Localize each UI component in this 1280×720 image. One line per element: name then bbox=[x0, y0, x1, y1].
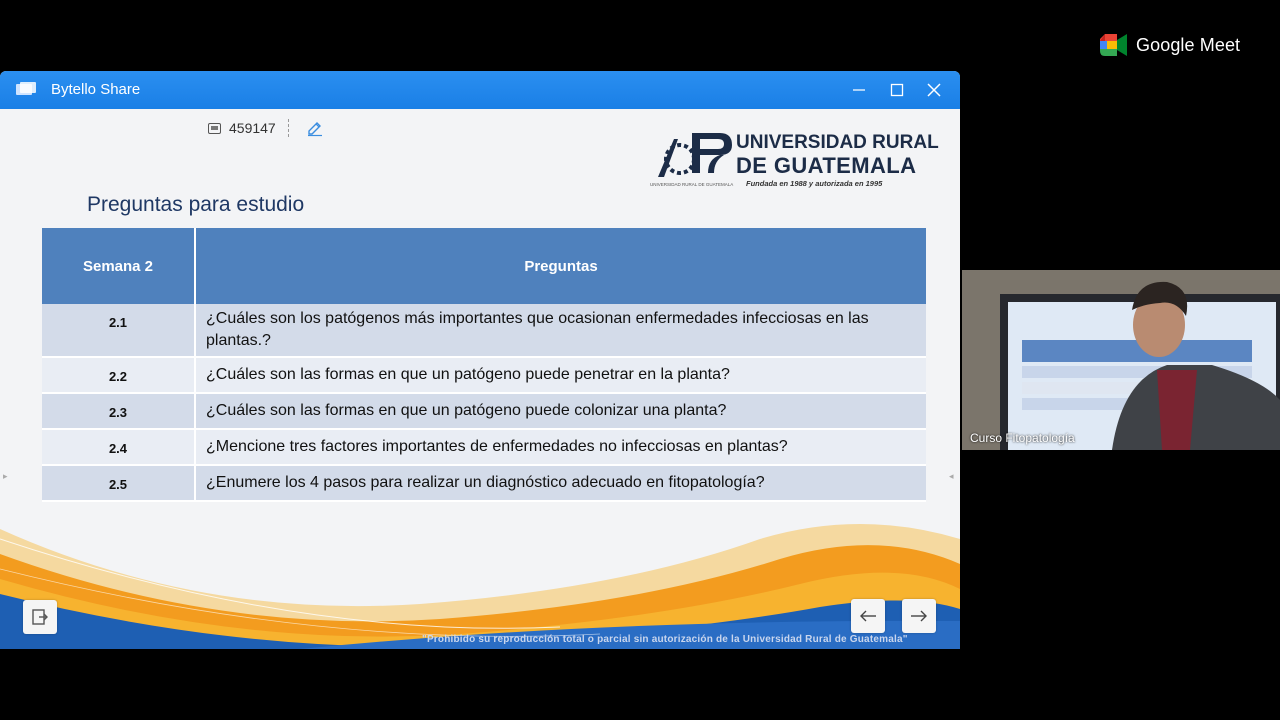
window-titlebar[interactable] bbox=[0, 71, 960, 109]
bytello-share-window bbox=[0, 71, 960, 649]
exit-icon bbox=[31, 608, 49, 626]
decorative-waves bbox=[0, 509, 960, 649]
minimize-button[interactable] bbox=[847, 79, 871, 101]
minimize-icon bbox=[852, 83, 866, 97]
row-question: ¿Enumere los 4 pasos para realizar un diagnóstico adecuado en fitopatología? bbox=[195, 465, 926, 501]
arrow-left-icon bbox=[859, 609, 877, 623]
right-edge-arrow-icon[interactable]: ◂ bbox=[949, 471, 954, 481]
row-number: 2.1 bbox=[42, 304, 195, 357]
university-logo bbox=[650, 129, 939, 191]
logo-tagline: Fundada en 1988 y autorizada en 1995 bbox=[746, 179, 883, 188]
logo-line-2: DE GUATEMALA bbox=[736, 153, 917, 178]
maximize-icon bbox=[890, 83, 904, 97]
window-title: Bytello Share bbox=[51, 81, 141, 98]
row-number: 2.3 bbox=[42, 393, 195, 429]
pen-icon bbox=[306, 119, 324, 137]
code-separator bbox=[288, 119, 290, 137]
presentation-slide bbox=[0, 109, 960, 649]
maximize-button[interactable] bbox=[885, 79, 909, 101]
previous-slide-button[interactable] bbox=[851, 599, 885, 633]
copyright-footer: "Prohibido su reproducción total o parcial sin autorización de la Universidad Rural de Guatemala" bbox=[422, 634, 908, 645]
close-button[interactable] bbox=[922, 79, 946, 101]
row-number: 2.4 bbox=[42, 429, 195, 465]
bytello-app-icon bbox=[16, 82, 36, 96]
university-emblem-icon bbox=[650, 129, 734, 185]
meeting-code-value: 459147 bbox=[229, 120, 276, 136]
row-question: ¿Cuáles son los patógenos más importantes que ocasionan enfermedades infecciosas en las plantas.? bbox=[195, 304, 926, 357]
questions-table bbox=[42, 228, 926, 502]
row-question: ¿Cuáles son las formas en que un patógeno puede penetrar en la planta? bbox=[195, 357, 926, 393]
row-question: ¿Mencione tres factores importantes de enfermedades no infecciosas en plantas? bbox=[195, 429, 926, 465]
table-header-row bbox=[42, 228, 926, 304]
arrow-right-icon bbox=[910, 609, 928, 623]
participant-video-tile[interactable] bbox=[962, 270, 1280, 450]
meeting-code bbox=[208, 119, 290, 137]
row-number: 2.2 bbox=[42, 357, 195, 393]
row-number: 2.5 bbox=[42, 465, 195, 501]
row-question: ¿Cuáles son las formas en que un patógeno puede colonizar una planta? bbox=[195, 393, 926, 429]
left-edge-arrow-icon[interactable]: ▸ bbox=[3, 471, 8, 481]
slide-title: Preguntas para estudio bbox=[87, 193, 305, 216]
table-row bbox=[42, 304, 926, 357]
table-row bbox=[42, 357, 926, 393]
logo-small-text: UNIVERSIDAD RURAL DE GUATEMALA bbox=[650, 182, 734, 187]
table-row bbox=[42, 429, 926, 465]
table-row bbox=[42, 465, 926, 501]
header-week: Semana 2 bbox=[42, 228, 195, 304]
google-meet-icon bbox=[1100, 34, 1127, 56]
google-meet-label: Google Meet bbox=[1136, 34, 1241, 55]
table-row bbox=[42, 393, 926, 429]
participant-video-frame bbox=[962, 270, 1280, 450]
google-meet-brand bbox=[1100, 34, 1240, 56]
participant-name: Curso Fitopatología bbox=[970, 431, 1075, 445]
next-slide-button[interactable] bbox=[902, 599, 936, 633]
screen-code-icon bbox=[208, 123, 221, 134]
logo-line-1: UNIVERSIDAD RURAL bbox=[736, 132, 939, 153]
header-questions: Preguntas bbox=[195, 228, 926, 304]
close-icon bbox=[927, 83, 941, 97]
annotate-pen-button[interactable] bbox=[306, 119, 324, 142]
exit-button[interactable] bbox=[23, 600, 57, 634]
